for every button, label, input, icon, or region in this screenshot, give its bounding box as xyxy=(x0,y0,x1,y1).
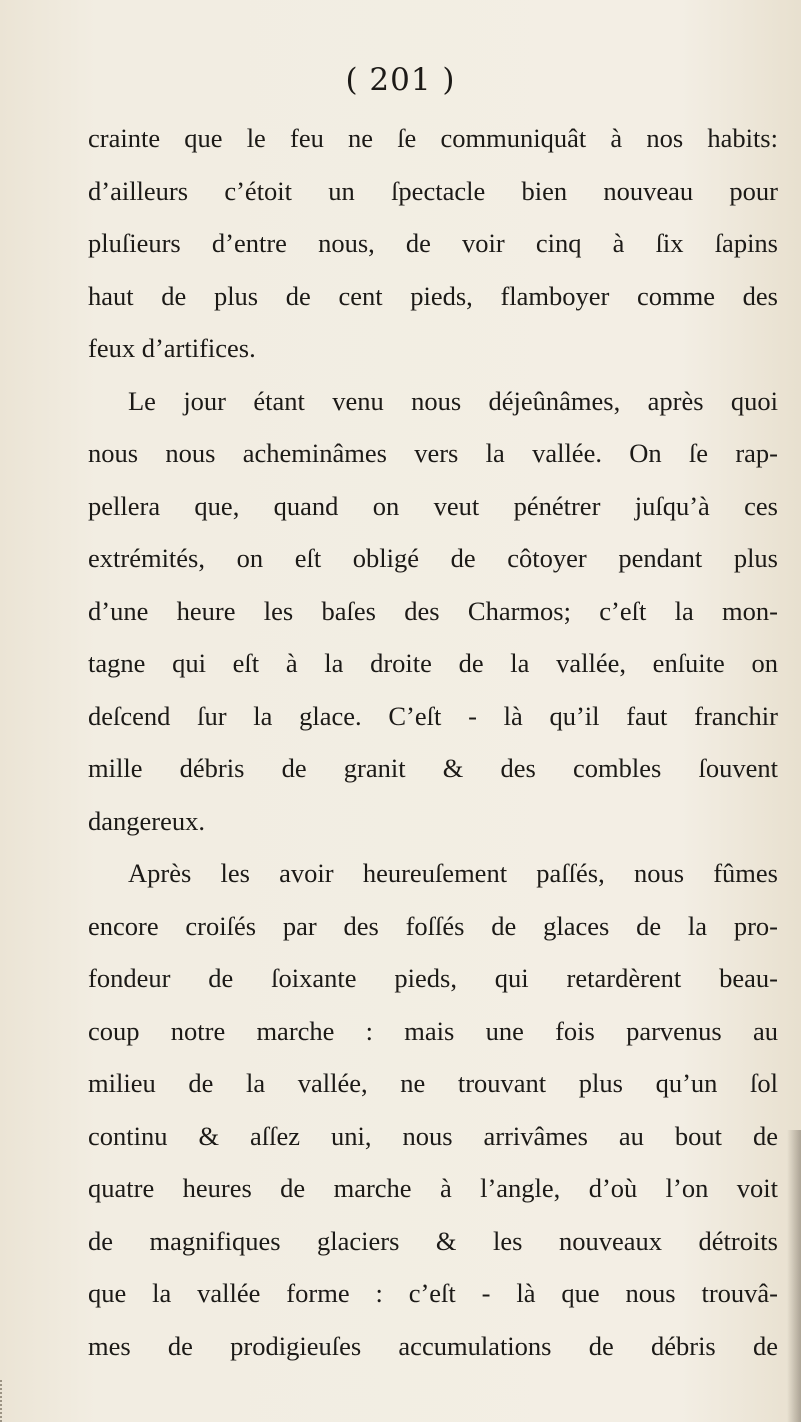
page-edge-shadow xyxy=(787,1130,801,1422)
text-line: d’ailleurs c’étoit un ſpectacle bien nouveau pour xyxy=(88,175,778,206)
text-line: Le jour étant venu nous déjeûnâmes, après quoi xyxy=(128,385,778,416)
text-line: mes de prodigieuſes accumulations de débris de xyxy=(88,1330,778,1361)
text-line: pluſieurs d’entre nous, de voir cinq à ſix ſapins xyxy=(88,228,778,258)
text-line: tagne qui eſt à la droite de la vallée, enſuite on xyxy=(88,648,778,678)
text-line: Après les avoir heureuſement paſſés, nous fûmes xyxy=(128,858,778,888)
text-line: haut de plus de cent pieds, flamboyer comme des xyxy=(88,280,778,311)
text-line: dangereux. xyxy=(88,805,205,836)
page-number-header: ( 201 ) xyxy=(345,62,456,98)
text-line: fondeur de ſoixante pieds, qui retardèrent beau- xyxy=(88,963,778,993)
text-line: extrémités, on eſt obligé de côtoyer pendant plus xyxy=(88,543,778,573)
text-line: crainte que le feu ne ſe communiquât à nos habits: xyxy=(88,123,778,153)
text-line: mille débris de granit & des combles ſouvent xyxy=(88,753,778,783)
text-line: encore croiſés par des foſſés de glaces de la pro- xyxy=(88,910,778,941)
text-line: milieu de la vallée, ne trouvant plus qu’un ſol xyxy=(88,1068,778,1098)
text-line: quatre heures de marche à l’angle, d’où l’on voit xyxy=(88,1173,778,1203)
text-line: nous nous acheminâmes vers la vallée. On ſe rap- xyxy=(88,438,778,468)
text-line: pellera que, quand on veut pénétrer juſqu’à ces xyxy=(88,490,778,521)
text-line: continu & aſſez uni, nous arrivâmes au bout de xyxy=(88,1120,778,1151)
text-line: feux d’artifices. xyxy=(88,333,256,363)
text-line: de magnifiques glaciers & les nouveaux détroits xyxy=(88,1225,778,1256)
text-line: coup notre marche : mais une fois parvenus au xyxy=(88,1015,778,1046)
body-text xyxy=(88,112,778,1372)
text-line: d’une heure les baſes des Charmos; c’eſt la mon- xyxy=(88,595,778,626)
page-edge-dots xyxy=(0,1380,10,1422)
text-line: deſcend ſur la glace. C’eſt - là qu’il faut franchir xyxy=(88,700,778,731)
text-line: que la vallée forme : c’eſt - là que nous trouvâ- xyxy=(88,1278,778,1308)
